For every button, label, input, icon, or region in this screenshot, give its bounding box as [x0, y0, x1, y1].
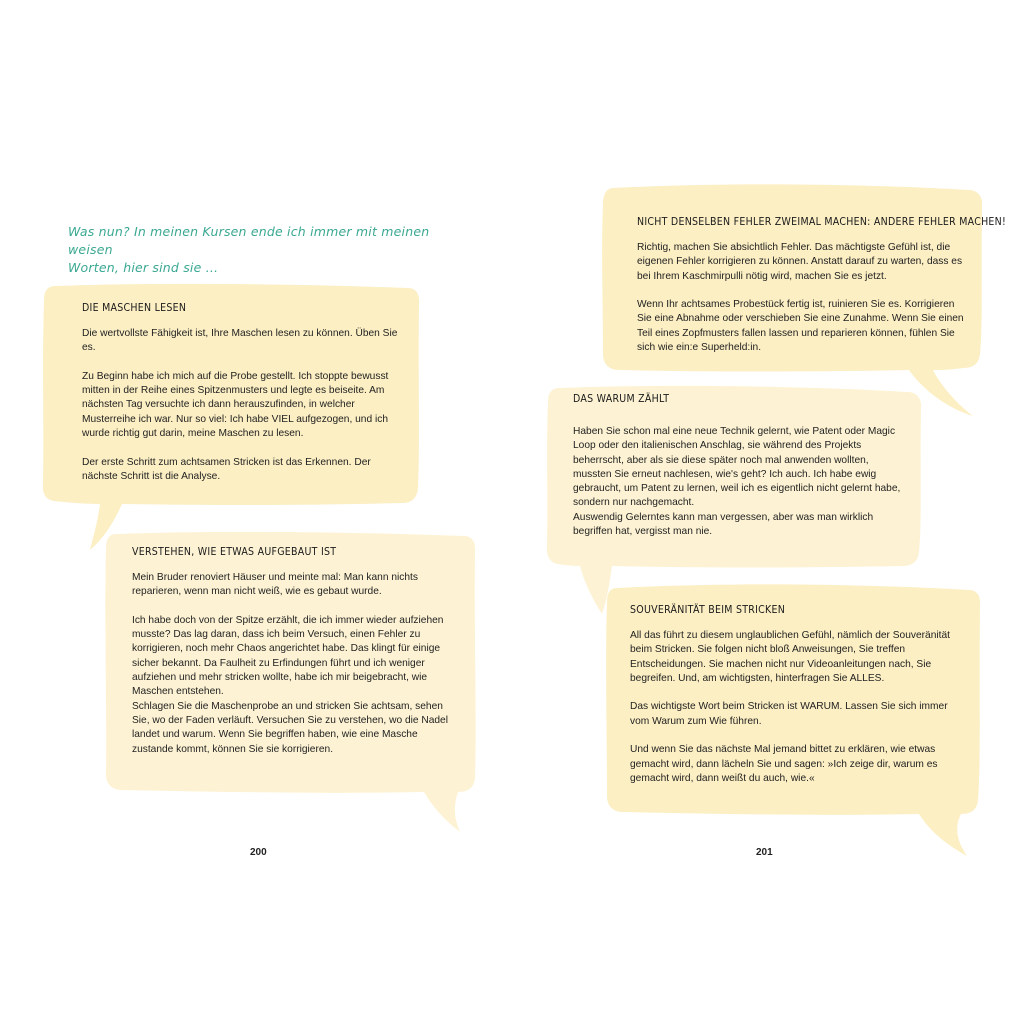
bubble-paragraph: Zu Beginn habe ich mich auf die Probe gestellt. Ich stoppte bewusst mitten in der Reihe eines Spitzenmusters und legte es beiseite. Am nächsten Tag versuchte ich dann herauszufinden, in welcher Musterreihe ich war. Nur so viel: Ich habe VIEL aufgezogen, und ich wurde richtig gut darin, meine Maschen zu lesen. [82, 370, 389, 440]
bubble-heading: VERSTEHEN, WIE ETWAS AUFGEBAUT IST [132, 545, 337, 558]
bubble-paragraph: Der erste Schritt zum achtsamen Stricken ist das Erkennen. Der nächste Schritt ist die Analyse. [82, 456, 371, 482]
bubble-verstehen [102, 530, 478, 832]
bubble-paragraph: Ich habe doch von der Spitze erzählt, die ich immer wieder aufziehen musste? Das lag daran, dass ich beim Versuch, einen Fehler zu korrigieren, noch mehr Chaos angerichtet habe. Das klingt für einige sicher bekannt. Da Faulheit zu Erfindungen führt und ich weniger aufziehen und mehr stricken wollte, habe ich mir beigebracht, wie Maschen entstehen. [132, 614, 444, 698]
bubble-paragraph: All das führt zu diesem unglaublichen Gefühl, nämlich der Souveränität beim Stricken. Sie folgen nicht bloß Anweisungen, Sie treffen Entscheidungen. Sie machen nicht nur Videoanleitungen nach, Sie begreifen. Und, am wichtigsten, hinterfragen Sie ALLES. [630, 630, 950, 684]
bubble-paragraph: Schlagen Sie die Maschenprobe an und stricken Sie achtsam, sehen Sie, wo der Faden verläuft. Versuchen Sie zu verstehen, wo die Nadel landet und warum. Wenn Sie begriffen haben, wie eine Masche zustande kommt, können Sie sie korrigieren. [132, 700, 448, 755]
bubble-paragraph: Und wenn Sie das nächste Mal jemand bittet zu erklären, wie etwas gemacht wird, dann lächeln Sie und sagen: »Ich zeige dir, warum es gemacht wird, dann weißt du auch, wie.« [630, 744, 938, 784]
bubble-paragraph: Mein Bruder renoviert Häuser und meinte mal: Man kann nichts reparieren, wenn man nicht weiß, wie es gebaut wurde. [132, 572, 418, 598]
bubble-heading: SOUVERÄNITÄT BEIM STRICKEN [630, 603, 786, 616]
bubble-heading: NICHT DENSELBEN FEHLER ZWEIMAL MACHEN: ANDERE FEHLER MACHEN! [637, 215, 1007, 228]
bubble-heading: DAS WARUM ZÄHLT [573, 392, 670, 405]
bubble-paragraph: Richtig, machen Sie absichtlich Fehler. Das mächtigste Gefühl ist, die eigenen Fehler korrigieren zu können. Anstatt darauf zu warten, dass es bei Ihrem Kaschmirpulli nötig wird, machen Sie es jetzt. [637, 242, 963, 282]
bubble-paragraph: Das wichtigste Wort beim Stricken ist WARUM. Lassen Sie sich immer vom Warum zum Wie führen. [630, 701, 948, 727]
intro-line-2: Worten, hier sind sie … [68, 260, 219, 275]
bubble-paragraph: Wenn Ihr achtsames Probestück fertig ist, ruinieren Sie es. Korrigieren Sie eine Abnahme oder verschieben Sie eine Zunahme. Wenn Sie einen Teil eines Zopfmusters fallen lassen und reparieren können, fühlen Sie sich wie ein:e Superheld:in. [637, 299, 964, 354]
page-number-left: 200 [250, 847, 267, 858]
bubble-paragraph: Auswendig Gelerntes kann man vergessen, aber was man wirklich begriffen hat, vergisst man nie. [573, 511, 874, 538]
page-number-right: 201 [756, 847, 773, 858]
bubble-souveraenitaet [603, 582, 983, 860]
intro-line-1: Was nun? In meinen Kursen ende ich immer mit meinen weisen [68, 224, 430, 257]
bubble-paragraph: Die wertvollste Fähigkeit ist, Ihre Maschen lesen zu können. Üben Sie es. [82, 328, 398, 354]
bubble-fehler [597, 182, 1007, 418]
bubble-heading: DIE MASCHEN LESEN [82, 301, 187, 314]
intro-text [68, 223, 448, 277]
bubble-paragraph: Haben Sie schon mal eine neue Technik gelernt, wie Patent oder Magic Loop oder den italienischen Anschlag, sie während des Projekts beherrscht, aber als sie diese später noch mal anwenden wollten, mussten Sie erneut nachlesen, wie's geht? Ich auch. Ich habe ewig gebraucht, um Patent zu lernen, weil ich es eigentlich nicht gelernt habe, sondern nur nachgemacht. [573, 426, 901, 509]
bubble-maschen-lesen [42, 282, 422, 552]
